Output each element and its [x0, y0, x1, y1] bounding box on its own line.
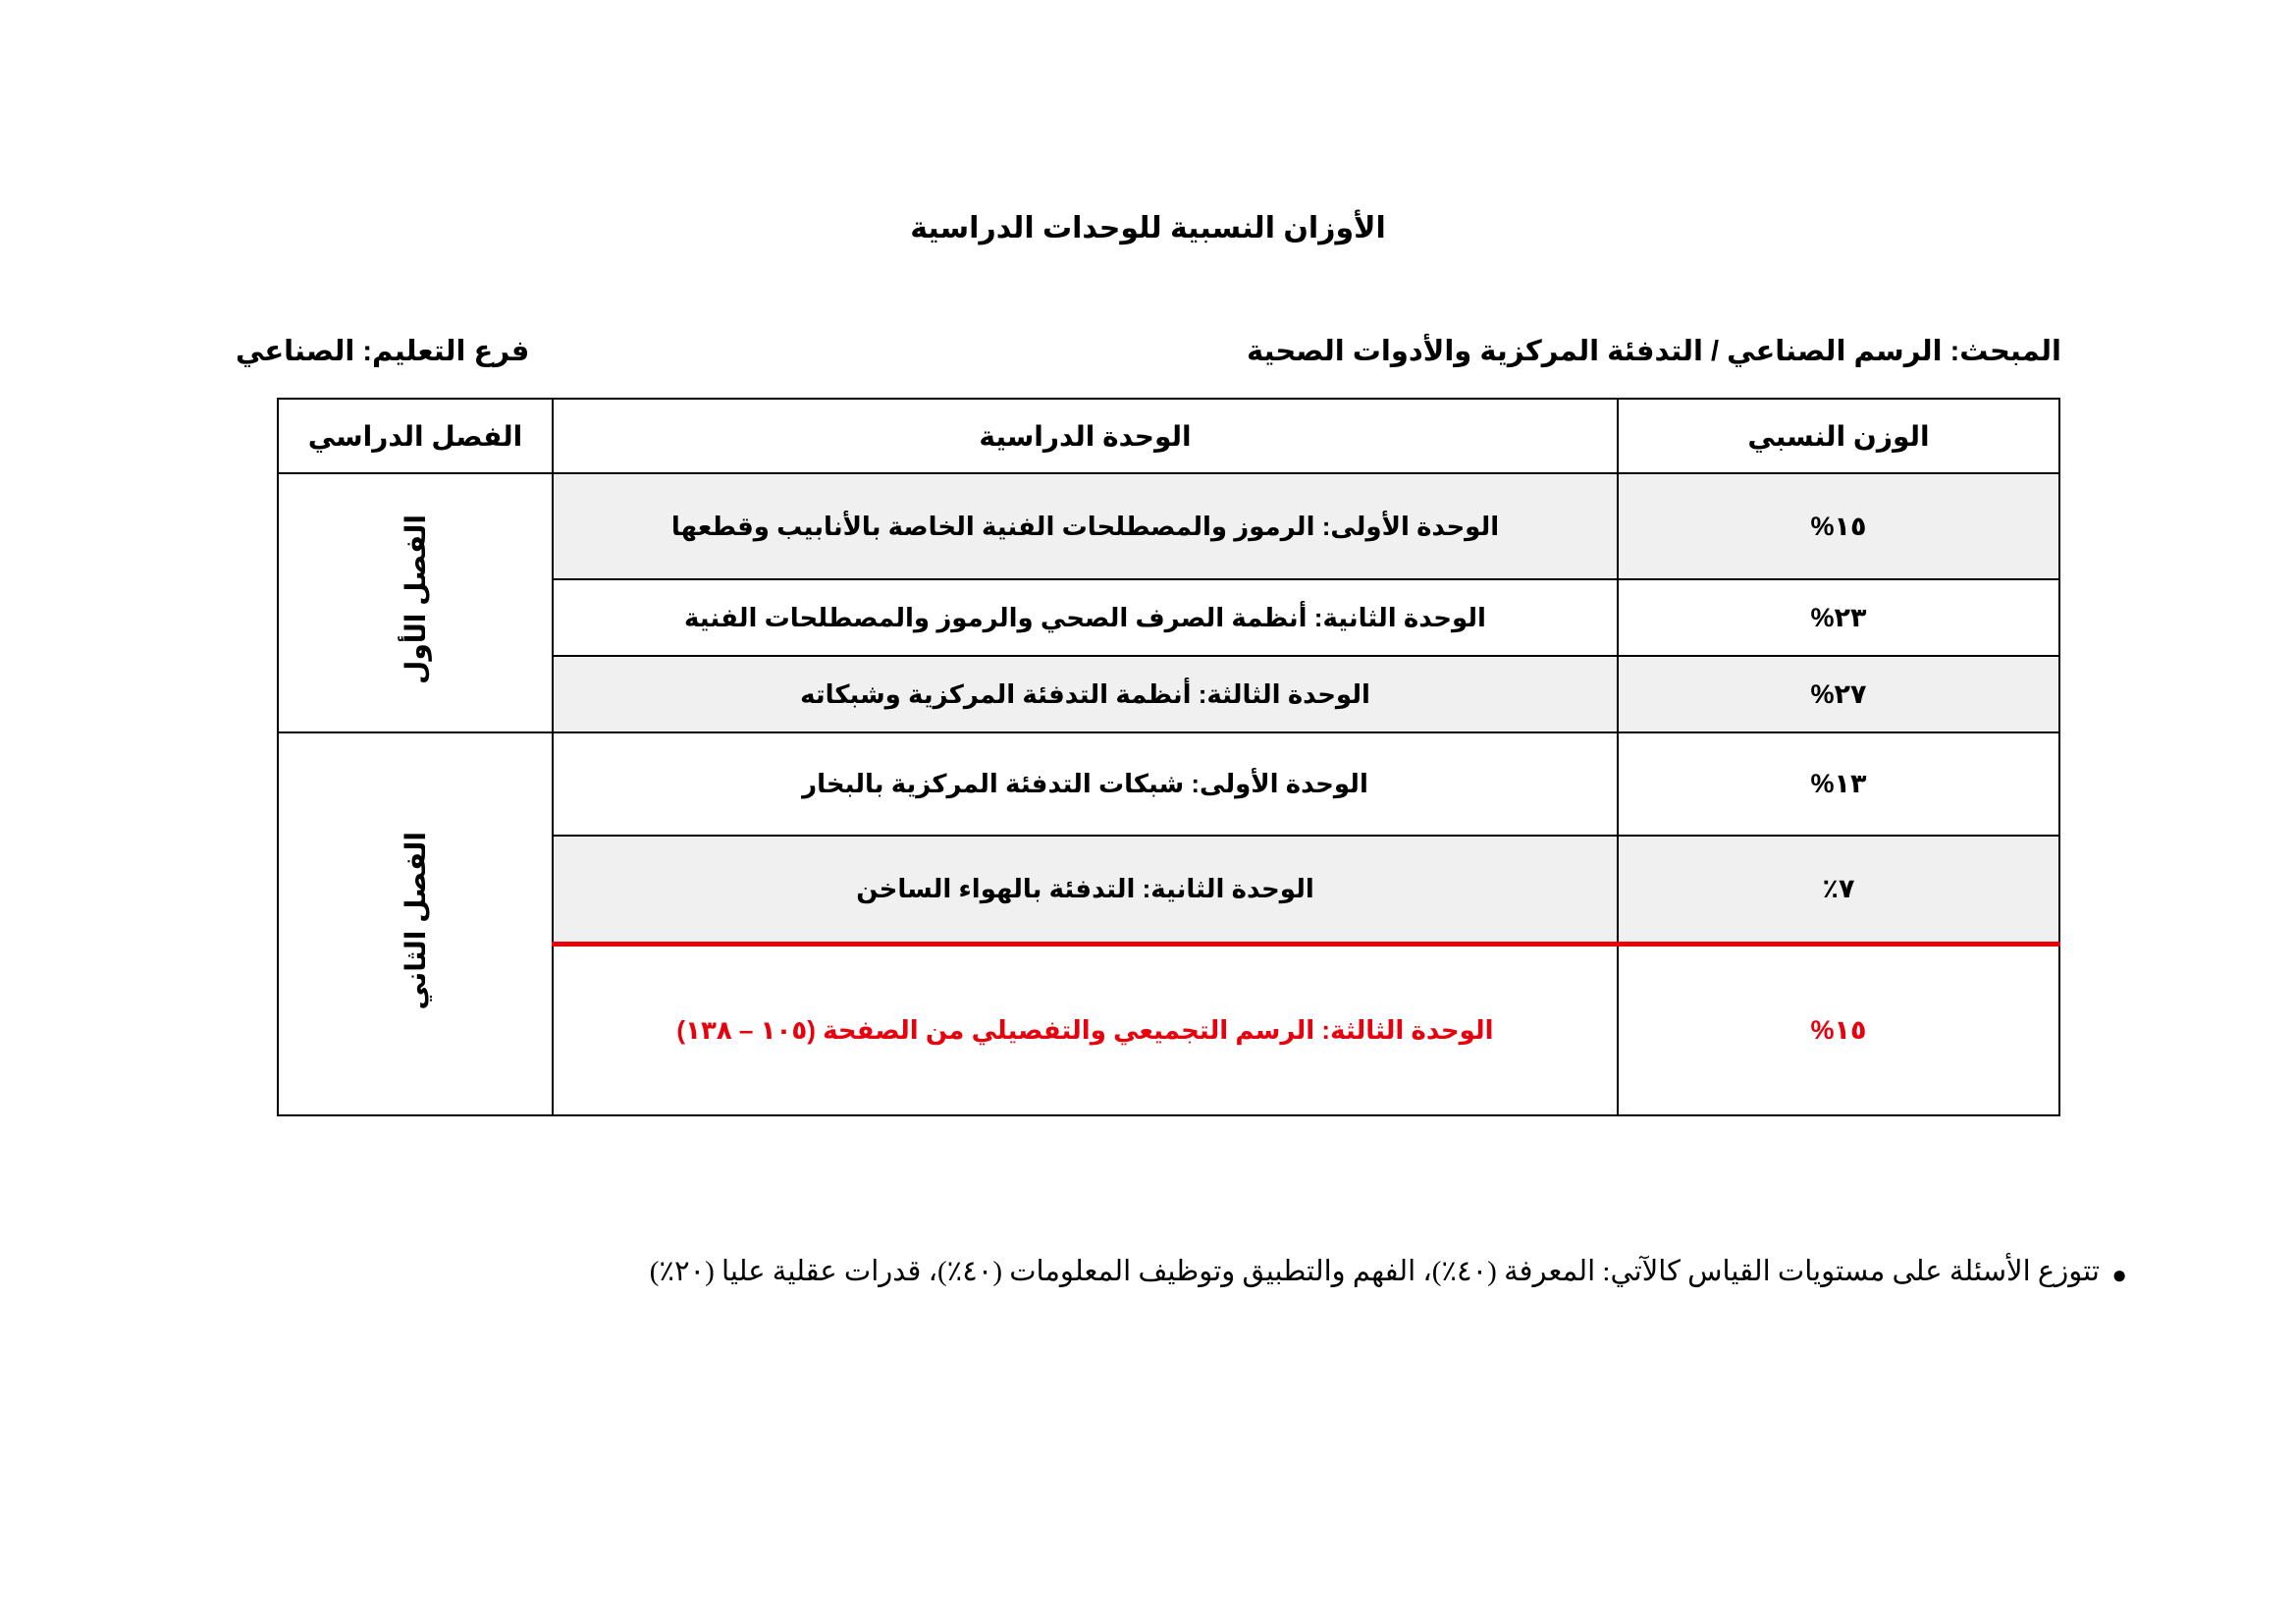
relative-weights-table — [277, 398, 2060, 1116]
weight-cell: ٢٧% — [1618, 656, 2059, 732]
unit-cell: الوحدة الثانية: أنظمة الصرف الصحي والرموز والمصطلحات الفنية — [553, 579, 1618, 656]
note-text: تتوزع الأسئلة على مستويات القياس كالآتي: المعرفة (٤٠٪)، الفهم والتطبيق وتوظيف المعلومات (٤٠٪)، قدرات عقلية عليا (٢٠٪) — [649, 1256, 2100, 1287]
weight-cell: ١٥% — [1618, 944, 2059, 1115]
unit-cell: الوحدة الثانية: التدفئة بالهواء الساخن — [553, 836, 1618, 944]
weight-cell: ٢٣% — [1618, 579, 2059, 656]
header-term: الفصل الدراسي — [278, 399, 553, 473]
weight-cell: ٧٪ — [1618, 836, 2059, 944]
table-row — [278, 473, 2059, 579]
term-cell-first — [278, 473, 553, 732]
table-header-row — [278, 399, 2059, 473]
unit-cell: الوحدة الثالثة: أنظمة التدفئة المركزية وشبكاته — [553, 656, 1618, 732]
page-title: الأوزان النسبية للوحدات الدراسية — [910, 212, 1386, 244]
header-unit: الوحدة الدراسية — [553, 399, 1618, 473]
term-label: الفصل الثاني — [400, 831, 431, 1010]
term-cell-second — [278, 732, 553, 1115]
branch-label: فرع التعليم: الصناعي — [236, 336, 530, 367]
subject-label: المبحث: الرسم الصناعي / التدفئة المركزية والأدوات الصحية — [1246, 336, 2061, 367]
term-label: الفصل الأول — [400, 514, 431, 684]
table-row — [278, 732, 2059, 836]
weight-cell: ١٥% — [1618, 473, 2059, 579]
measurement-levels-note — [176, 1247, 2127, 1297]
unit-cell: الوحدة الأولى: الرموز والمصطلحات الفنية الخاصة بالأنابيب وقطعها — [553, 473, 1618, 579]
unit-cell: الوحدة الأولى: شبكات التدفئة المركزية بالبخار — [553, 732, 1618, 836]
header-weight: الوزن النسبي — [1618, 399, 2059, 473]
document-meta — [236, 334, 2061, 368]
weight-cell: ١٣% — [1618, 732, 2059, 836]
unit-cell: الوحدة الثالثة: الرسم التجميعي والتفصيلي من الصفحة (١٠٥ – ١٣٨) — [553, 944, 1618, 1115]
bullet-icon: ● — [2111, 1261, 2127, 1289]
